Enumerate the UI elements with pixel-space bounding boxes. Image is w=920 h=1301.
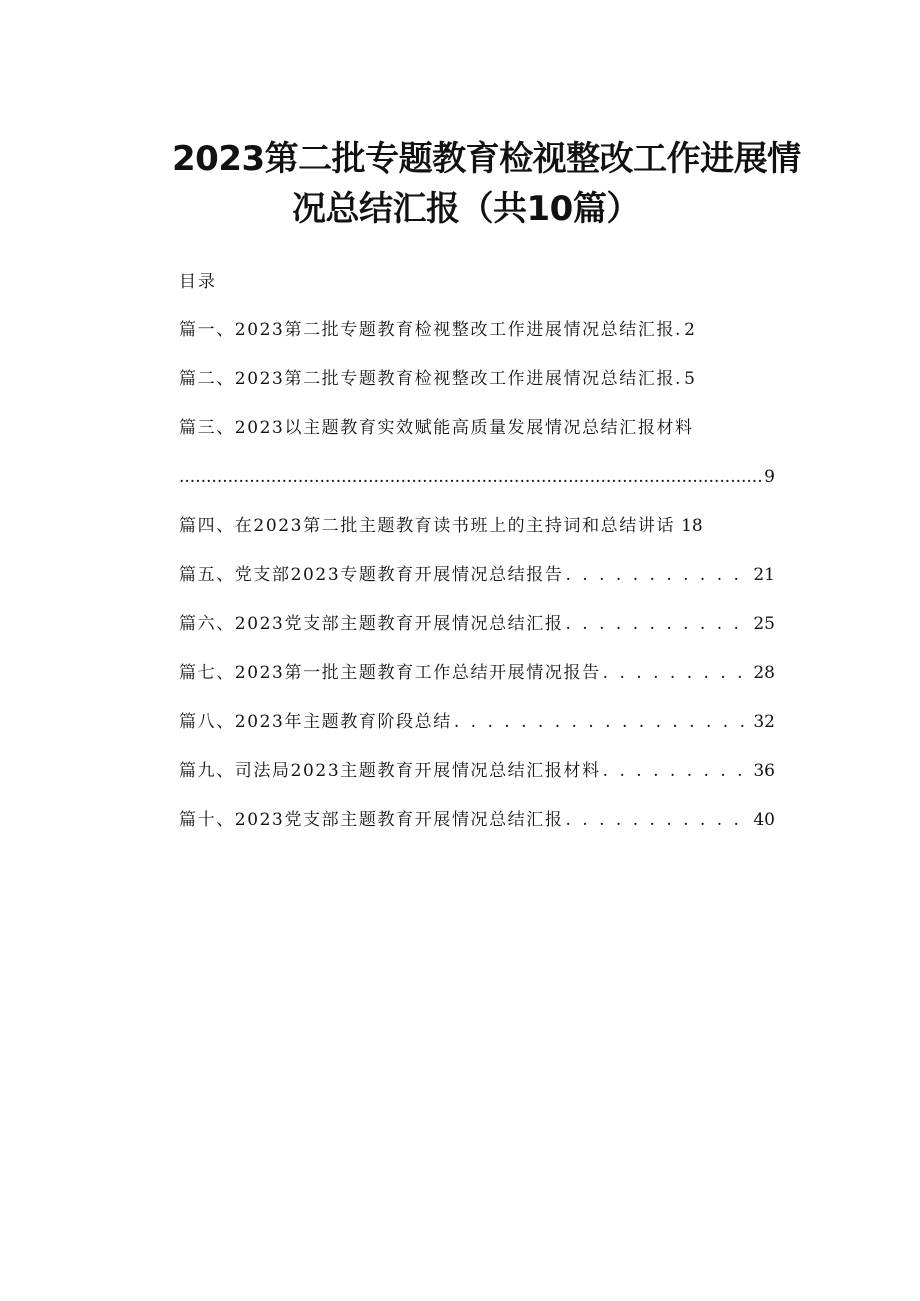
table-of-contents	[179, 318, 775, 857]
toc-page-number: 32	[753, 712, 775, 732]
toc-entry-label: 篇二、2023第二批专题教育检视整改工作进展情况总结汇报.	[179, 369, 683, 389]
toc-leader-dots	[563, 808, 751, 832]
toc-page-number: 9	[764, 467, 775, 487]
toc-entry-9[interactable]	[179, 759, 775, 808]
document-title	[150, 134, 801, 234]
toc-leader-dots	[563, 563, 751, 587]
toc-page-number: 25	[753, 614, 775, 634]
toc-page-number: 21	[753, 565, 775, 585]
toc-entry-label: 篇七、2023第一批主题教育工作总结开展情况报告	[179, 663, 601, 683]
title-line-2: 况总结汇报（共10篇）	[292, 189, 640, 229]
toc-entry-10[interactable]	[179, 808, 775, 857]
toc-page-number: 28	[753, 663, 775, 683]
toc-page-number: 2	[684, 320, 695, 340]
toc-leader-dots	[179, 465, 762, 489]
toc-leader-dots	[601, 661, 752, 685]
toc-page-number: 5	[684, 369, 695, 389]
toc-heading: 目录	[179, 272, 217, 292]
toc-entry-6[interactable]	[179, 612, 775, 661]
toc-entry-5[interactable]	[179, 563, 775, 612]
toc-entry-2[interactable]	[179, 367, 775, 416]
toc-entry-continuation	[179, 465, 775, 514]
toc-entry-label: 篇三、2023以主题教育实效赋能高质量发展情况总结汇报材料	[179, 418, 694, 438]
toc-entry-label: 篇一、2023第二批专题教育检视整改工作进展情况总结汇报.	[179, 320, 683, 340]
toc-page-number: 18	[681, 516, 703, 536]
toc-entry-label: 篇十、2023党支部主题教育开展情况总结汇报	[179, 810, 564, 830]
toc-leader-dots	[452, 710, 751, 734]
toc-entry-label: 篇四、在2023第二批主题教育读书班上的主持词和总结讲话	[179, 516, 676, 536]
toc-entry-label: 篇八、2023年主题教育阶段总结	[179, 712, 452, 732]
toc-entry-3[interactable]	[179, 416, 775, 514]
toc-entry-1[interactable]	[179, 318, 775, 367]
toc-entry-7[interactable]	[179, 661, 775, 710]
toc-entry-label: 篇六、2023党支部主题教育开展情况总结汇报	[179, 614, 564, 634]
toc-page-number: 40	[753, 810, 775, 830]
title-line-1: 2023第二批专题教育检视整改工作进展情	[172, 139, 801, 179]
toc-entry-label: 篇九、司法局2023主题教育开展情况总结汇报材料	[179, 761, 601, 781]
toc-leader-dots	[563, 612, 751, 636]
toc-entry-8[interactable]	[179, 710, 775, 759]
toc-page-number: 36	[753, 761, 775, 781]
toc-entry-4[interactable]	[179, 514, 775, 563]
toc-leader-dots	[601, 759, 752, 783]
toc-entry-label: 篇五、党支部2023专题教育开展情况总结报告	[179, 565, 564, 585]
